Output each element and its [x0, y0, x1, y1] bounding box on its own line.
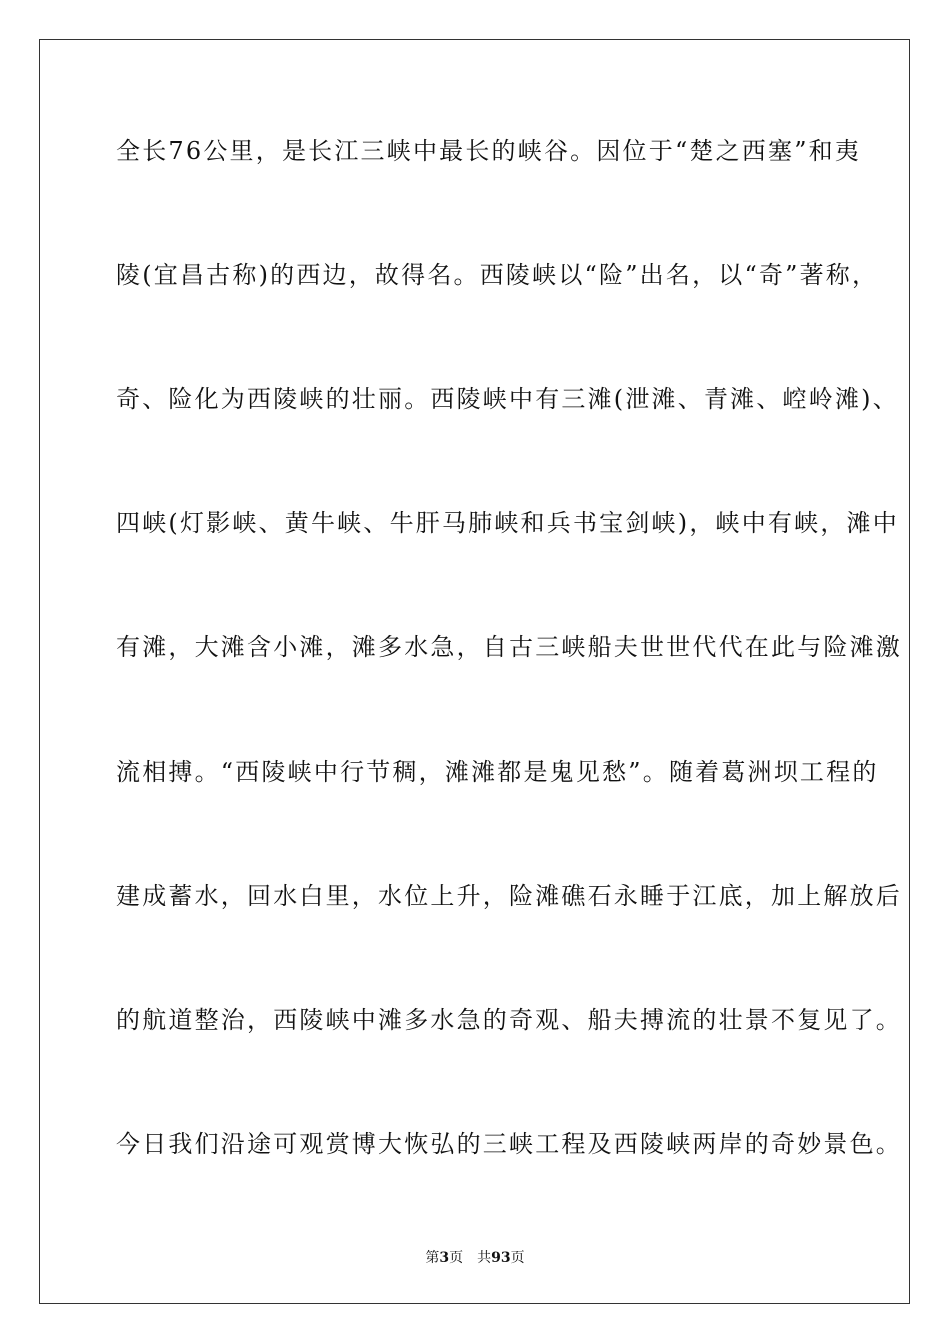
- text-line-2: 陵(宜昌古称)的西边，故得名。西陵峡以“险”出名，以“奇”著称，: [116, 261, 879, 289]
- page-suffix: 页: [449, 1250, 464, 1266]
- text-line-4: 四峡(灯影峡、黄牛峡、牛肝马肺峡和兵书宝剑峡)，峡中有峡，滩中: [116, 509, 899, 537]
- total-prefix: 共: [477, 1250, 492, 1266]
- text-line-9: 今日我们沿途可观赏博大恢弘的三峡工程及西陵峡两岸的奇妙景色。: [116, 1130, 902, 1158]
- page-border: [39, 39, 910, 1304]
- total-pages: 93: [491, 1250, 511, 1266]
- page-footer: [0, 1249, 950, 1267]
- page-number: 3: [439, 1250, 450, 1266]
- text-line-1: 全长76公里，是长江三峡中最长的峡谷。因位于“楚之西塞”和夷: [116, 137, 862, 165]
- text-line-6: 流相搏。“西陵峡中行节稠，滩滩都是鬼见愁”。随着葛洲坝工程的: [116, 758, 879, 786]
- text-line-7: 建成蓄水，回水白里，水位上升，险滩礁石永睡于江底，加上解放后: [116, 882, 902, 910]
- text-line-3: 奇、险化为西陵峡的壮丽。西陵峡中有三滩(泄滩、青滩、崆岭滩)、: [116, 385, 899, 413]
- page-prefix: 第: [425, 1250, 440, 1266]
- text-line-5: 有滩，大滩含小滩，滩多水急，自古三峡船夫世世代代在此与险滩激: [116, 633, 902, 661]
- total-suffix: 页: [510, 1250, 525, 1266]
- text-line-8: 的航道整治，西陵峡中滩多水急的奇观、船夫搏流的壮景不复见了。: [116, 1006, 902, 1034]
